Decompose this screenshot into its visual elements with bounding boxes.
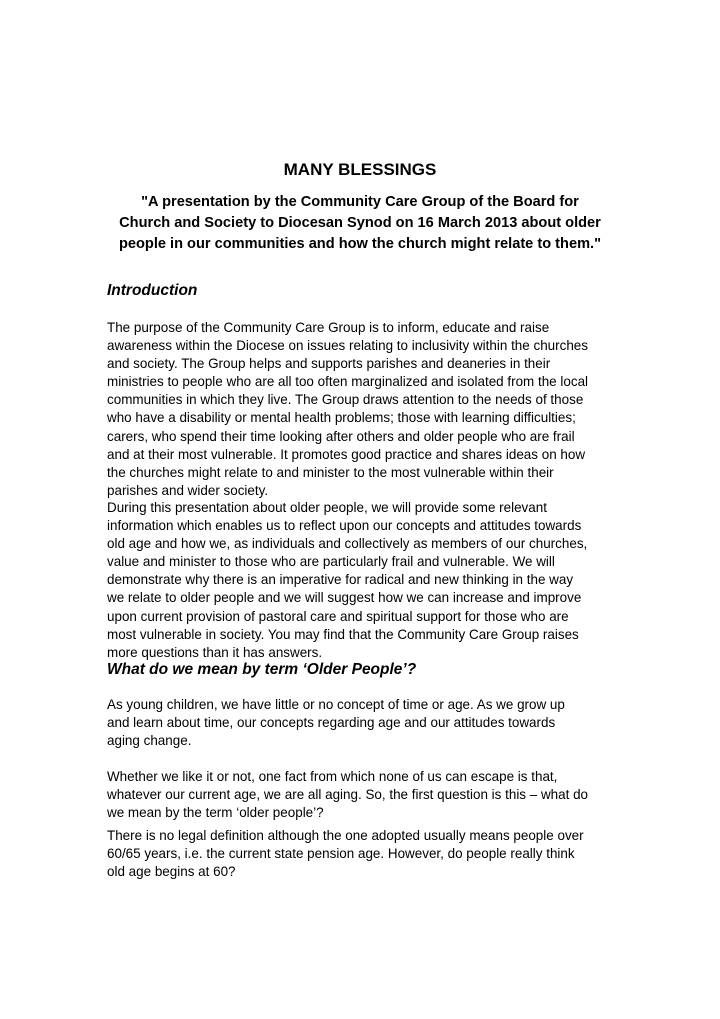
document-title: MANY BLESSINGS	[283, 160, 437, 179]
paragraph-line: aging change.	[107, 733, 192, 749]
paragraph-line: demonstrate why there is an imperative for radical and new thinking in the way	[107, 572, 574, 588]
paragraph-line: awareness within the Diocese on issues relating to inclusivity within the churches	[107, 338, 589, 354]
paragraph-line: Whether we like it or not, one fact from which none of us can escape is that,	[107, 769, 558, 784]
paragraph-line: whatever our current age, we are all aging. So, the first question is this – what do	[107, 787, 589, 803]
paragraph-line: parishes and wider society.	[107, 482, 269, 498]
paragraph-line: value and minister to those who are particularly frail and vulnerable. We will	[107, 554, 555, 570]
paragraph-line: communities in which they live. The Group draws attention to the needs of those	[107, 392, 584, 408]
paragraph-presentation	[107, 499, 627, 662]
paragraph-purpose	[107, 319, 627, 500]
paragraph-line: The purpose of the Community Care Group is to inform, educate and raise	[107, 320, 550, 335]
paragraph-line: and society. The Group helps and supports parishes and deaneries in their	[107, 356, 551, 372]
paragraph-line: During this presentation about older people, we will provide some relevant	[107, 500, 547, 515]
paragraph-line: information which enables us to reflect upon our concepts and attitudes towards	[107, 518, 582, 534]
paragraph-line: ministries to people who are all too often marginalized and isolated from the local	[107, 374, 589, 390]
subtitle-line: Church and Society to Diocesan Synod on 16 March 2013 about older	[119, 215, 601, 231]
section-heading-older-people: What do we mean by term ‘Older People’?	[107, 661, 417, 678]
paragraph-line: who have a disability or mental health problems; those with learning difficulties;	[107, 410, 576, 426]
paragraph-line: we relate to older people and we will suggest how we can increase and improve	[107, 590, 582, 606]
paragraph-line: old age and how we, as individuals and collectively as members of our churches,	[107, 536, 588, 552]
paragraph-line: upon current provision of pastoral care and spiritual support for those who are	[107, 608, 569, 624]
paragraph-line: and at their most vulnerable. It promotes good practice and shares ideas on how	[107, 446, 586, 462]
paragraph-line: There is no legal definition although the one adopted usually means people over	[107, 828, 584, 843]
paragraph-line: the churches might relate to and minister to the most vulnerable within their	[107, 464, 554, 480]
paragraph-line: old age begins at 60?	[107, 864, 236, 880]
paragraph-line: we mean by the term ‘older people’?	[107, 805, 324, 821]
paragraph-line: most vulnerable in society. You may find that the Community Care Group raises	[107, 626, 579, 642]
paragraph-young-children	[107, 696, 627, 750]
paragraph-line: more questions than it has answers.	[107, 644, 323, 660]
paragraph-line: 60/65 years, i.e. the current state pension age. However, do people really think	[107, 846, 575, 862]
paragraph-line: and learn about time, our concepts regarding age and our attitudes towards	[107, 715, 556, 731]
paragraph-legal-definition	[107, 827, 627, 881]
document-subtitle	[100, 192, 620, 255]
paragraph-all-aging	[107, 768, 627, 822]
subtitle-line: "A presentation by the Community Care Group of the Board for	[141, 194, 579, 210]
section-heading-introduction: Introduction	[107, 282, 198, 299]
paragraph-line: carers, who spend their time looking after others and older people who are frail	[107, 428, 575, 444]
paragraph-line: As young children, we have little or no concept of time or age. As we grow up	[107, 697, 565, 712]
subtitle-line: people in our communities and how the church might relate to them."	[118, 236, 602, 252]
